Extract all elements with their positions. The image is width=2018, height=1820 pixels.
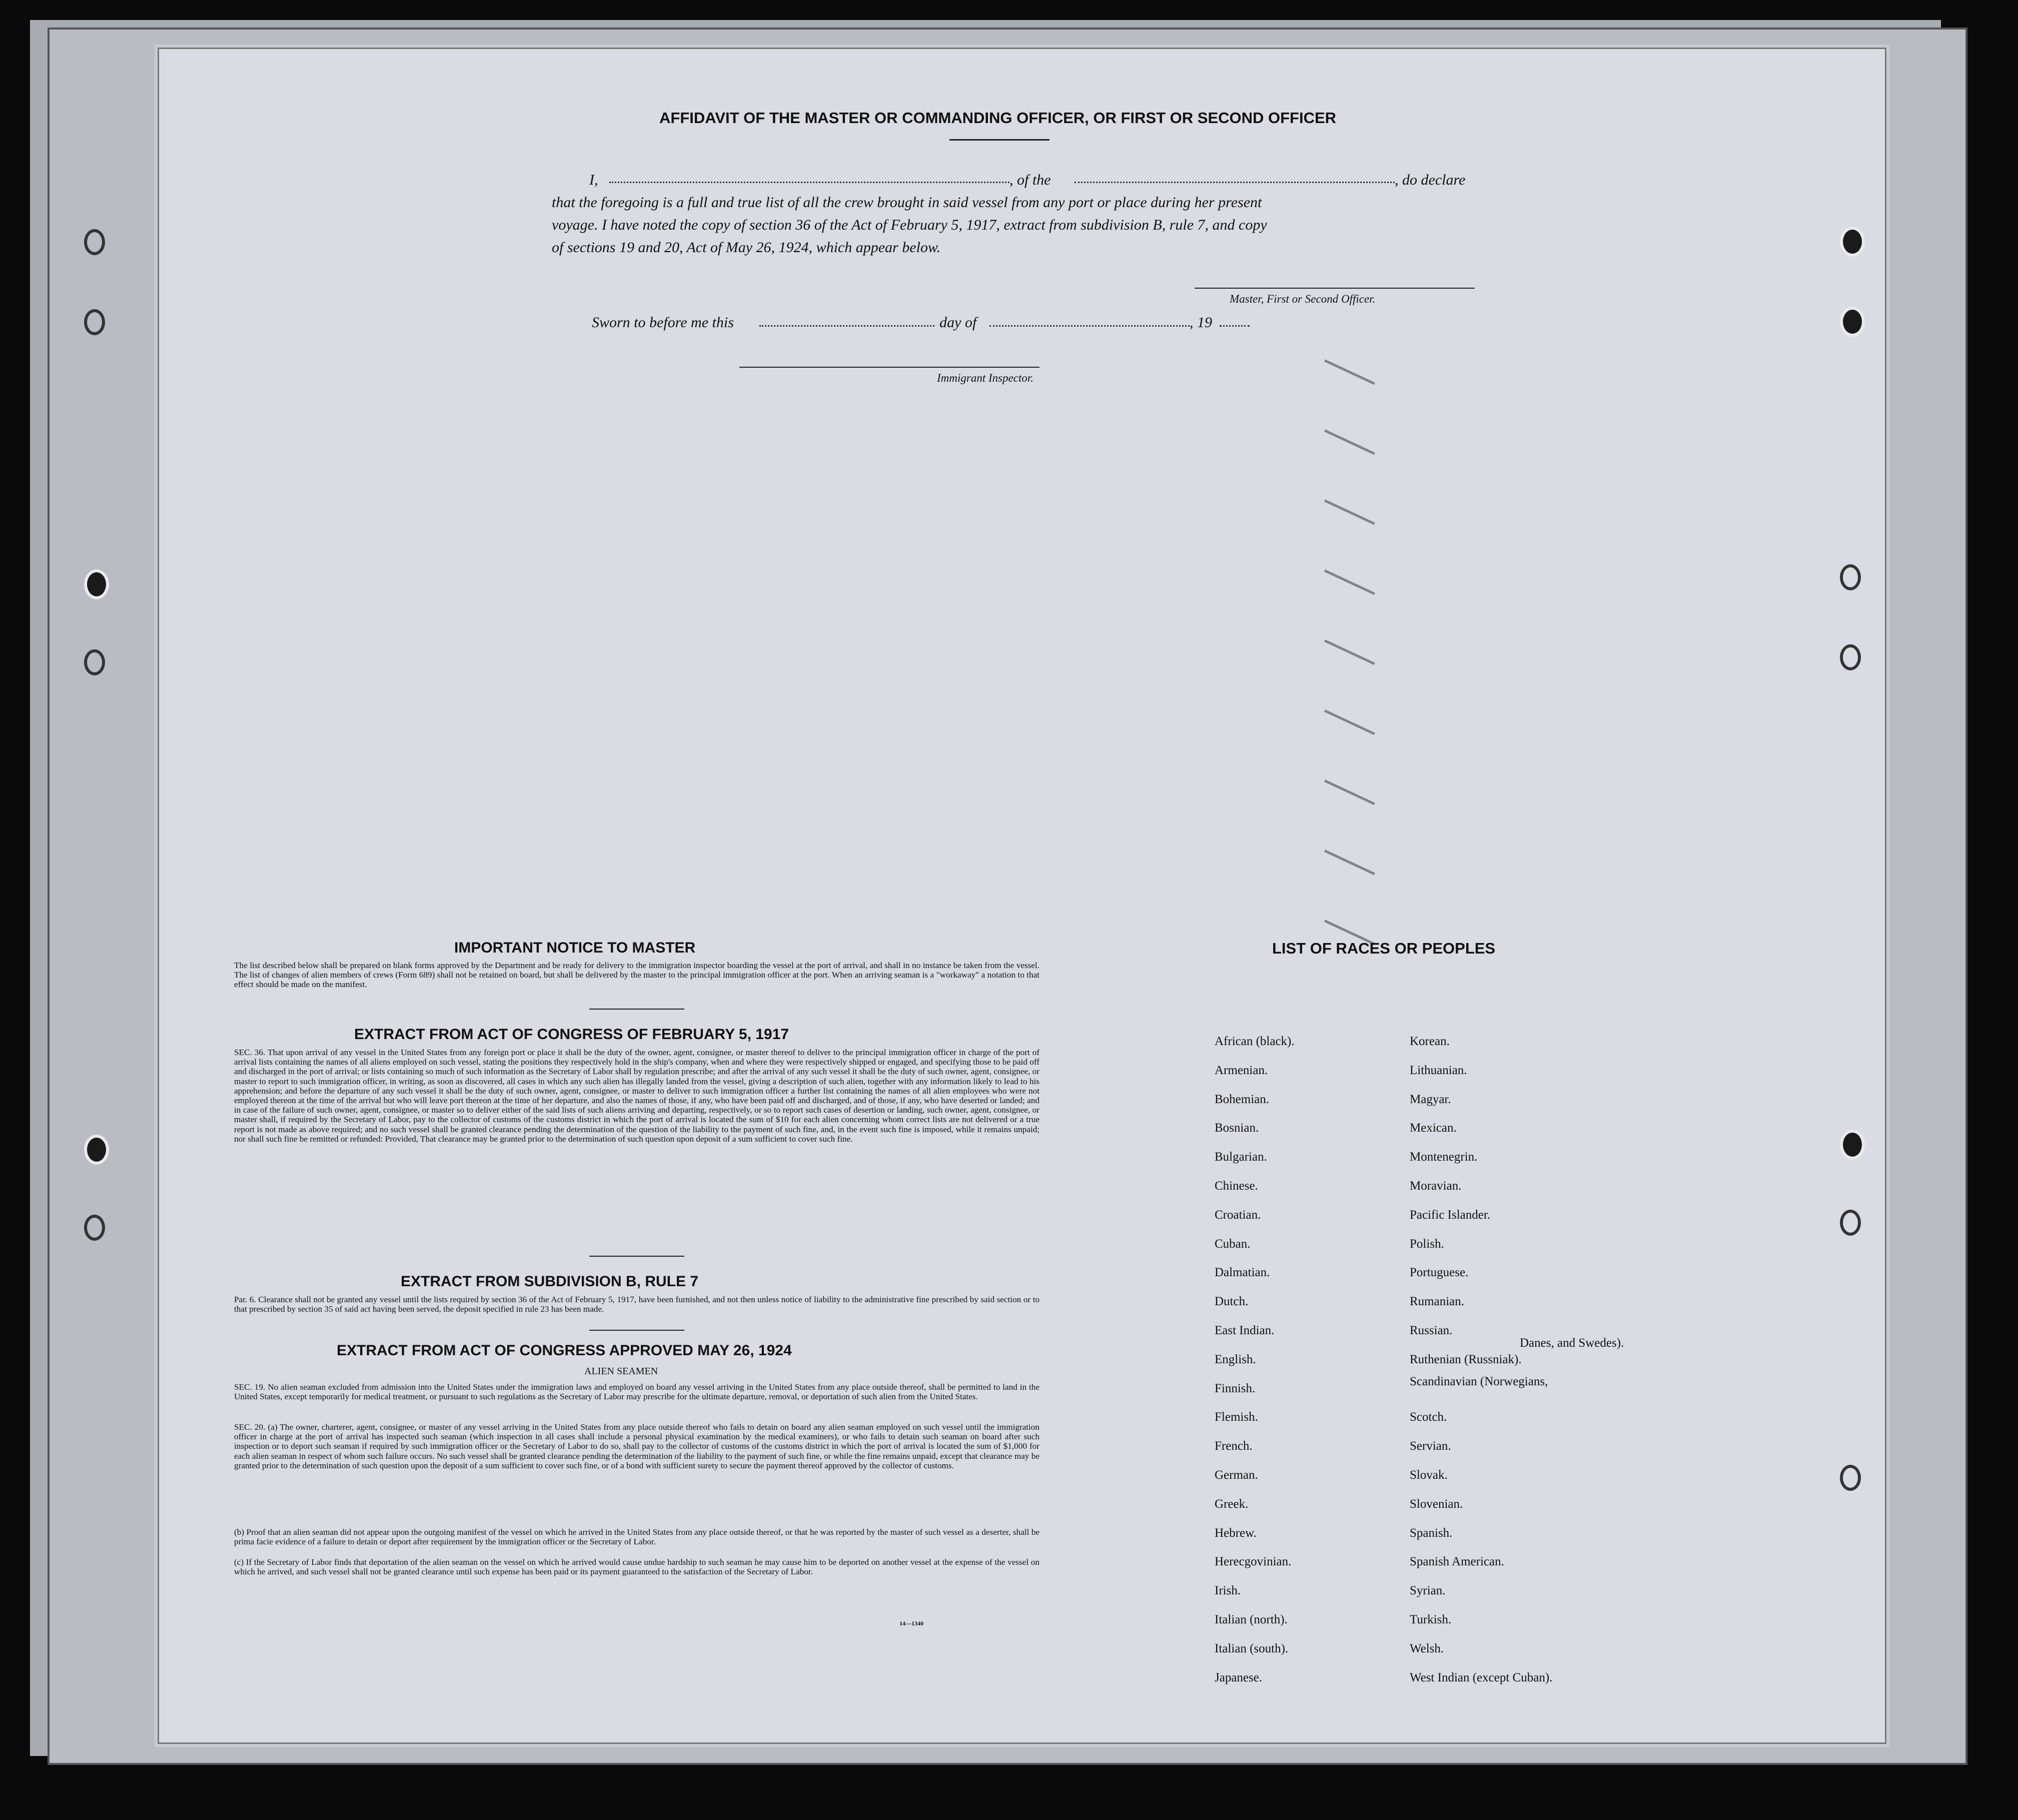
race-item: Irish. [1215, 1584, 1241, 1598]
binder-hole-right-1 [1840, 227, 1865, 257]
race-item: Welsh. [1410, 1641, 1444, 1655]
affidavit-title: AFFIDAVIT OF THE MASTER OR COMMANDING OFFICER, OR FIRST OR SECOND OFFICER [659, 109, 1337, 127]
race-item: Finnish. [1215, 1381, 1256, 1395]
race-item: Bosnian. [1215, 1121, 1259, 1135]
race-item: Turkish. [1410, 1613, 1452, 1626]
race-item: Cuban. [1215, 1237, 1251, 1251]
race-item: Scotch. [1410, 1410, 1447, 1424]
race-item: Mexican. [1410, 1121, 1457, 1135]
race-item: Ruthenian (Russniak). [1410, 1352, 1522, 1366]
race-item: Bohemian. [1215, 1092, 1270, 1106]
inspector-signature-line [739, 367, 1040, 368]
notice-title: IMPORTANT NOTICE TO MASTER [454, 940, 696, 956]
race-item: Dalmatian. [1215, 1266, 1270, 1280]
tick-mark [1324, 639, 1375, 665]
race-item-cont: Danes, and Swedes). [1520, 1336, 1624, 1350]
affidavit-line3: voyage. I have noted the copy of section 36 of the Act of February 5, 1917, extract from subdivision B, rule 7, and copy [552, 217, 1267, 233]
race-item: Pacific Islander. [1410, 1208, 1491, 1222]
binder-hole-left-3 [84, 569, 109, 599]
race-item: Herecgovinian. [1215, 1555, 1292, 1569]
section-rule [589, 1009, 684, 1010]
tick-mark [1324, 849, 1375, 875]
race-item: Polish. [1410, 1237, 1444, 1251]
binder-hole-right-5 [1840, 1130, 1865, 1160]
race-item: Montenegrin. [1410, 1150, 1478, 1164]
race-item: Chinese. [1215, 1179, 1258, 1193]
tick-mark [1324, 569, 1375, 595]
affidavit-line4: of sections 19 and 20, Act of May 26, 1924, which appear below. [552, 239, 941, 256]
section-rule [589, 1330, 684, 1331]
binder-hole-right-4 [1840, 644, 1861, 670]
races-title: LIST OF RACES OR PEOPLES [1272, 940, 1496, 957]
month-line [989, 325, 1190, 327]
year-text: , 19 [1190, 314, 1212, 331]
tick-mark [1324, 429, 1375, 455]
binder-hole-left-6 [84, 1215, 105, 1241]
race-item: German. [1215, 1468, 1258, 1482]
race-item: East Indian. [1215, 1324, 1275, 1337]
race-item: West Indian (except Cuban). [1410, 1670, 1553, 1684]
race-item: African (black). [1215, 1035, 1295, 1048]
race-item: English. [1215, 1352, 1256, 1366]
binder-hole-left-1 [84, 229, 105, 255]
affidavit-line2: that the foregoing is a full and true list of all the crew brought in said vessel from any port or place during her present [552, 194, 1262, 211]
race-item: Japanese. [1215, 1670, 1263, 1684]
binder-hole-left-2 [84, 309, 105, 335]
extract-1924-title: EXTRACT FROM ACT OF CONGRESS APPROVED MAY 26, 1924 [337, 1342, 792, 1359]
race-item: Russian. [1410, 1324, 1453, 1337]
section-rule [589, 1256, 684, 1257]
race-item: Slovak. [1410, 1468, 1448, 1482]
sworn-day-line [759, 325, 934, 327]
sworn-text: Sworn to before me this [592, 314, 734, 331]
race-item: Spanish. [1410, 1526, 1453, 1540]
name-line [609, 182, 1010, 183]
race-item: Portuguese. [1410, 1266, 1469, 1280]
year-line [1220, 325, 1250, 327]
document-page [158, 48, 1886, 1744]
extract-1917-title: EXTRACT FROM ACT OF CONGRESS OF FEBRUARY 5, 1917 [354, 1026, 789, 1043]
tick-mark [1324, 359, 1375, 385]
race-item: Lithuanian. [1410, 1063, 1467, 1077]
inspector-label: Immigrant Inspector. [937, 372, 1034, 384]
race-item: Slovenian. [1410, 1497, 1463, 1511]
master-signature-line [1195, 288, 1475, 289]
title-rule [949, 139, 1050, 141]
tick-mark [1324, 779, 1375, 805]
form-number: 14—1340 [899, 1620, 923, 1627]
race-item: Croatian. [1215, 1208, 1261, 1222]
vessel-line [1075, 182, 1395, 183]
sec19-text: SEC. 19. No alien seaman excluded from admission into the United States under the immigration laws and employed on board any vessel arriving in the United States from any place outside thereof, shall be permitted to land in the United States, except temporarily for medical treatment, or pursuant to such regulations as the Secretary of Labor may prescribe for the ultimate departure, removal, or deportation of such alien from the United States. [234, 1382, 1040, 1402]
tick-mark [1324, 709, 1375, 735]
subdivision-b-title: EXTRACT FROM SUBDIVISION B, RULE 7 [401, 1273, 699, 1290]
master-label: Master, First or Second Officer. [1230, 293, 1376, 305]
binder-hole-left-5 [84, 1135, 109, 1165]
race-item: Magyar. [1410, 1092, 1451, 1106]
race-item: Hebrew. [1215, 1526, 1257, 1540]
race-item: Servian. [1410, 1439, 1451, 1453]
affidavit-of-the: , of the [1010, 172, 1051, 188]
affidavit-i: I, [589, 172, 598, 188]
race-item: Rumanian. [1410, 1295, 1465, 1309]
binder-hole-right-6 [1840, 1210, 1861, 1236]
extract-1917-text: SEC. 36. That upon arrival of any vessel in the United States from any foreign port or place it shall be the duty of the owner, agent, consignee, or master thereof to deliver to the principal immigration officer in charge of the port of arrival lists containing the names of all aliens employed on such vessel, stating the positions they respectively hold in the ship's company, when and where they were respectively shipped or engaged, and specifying those to be paid off and discharged in the port of arrival; or lists containing so much of such information as the Secretary of Labor shall by regulation prescribe; and after the arrival of any such vessel it shall be the duty of such owner, agent, consignee, or master to report to such immigration officer, in writing, as soon as discovered, all cases in which any such alien has illegally landed from the vessel, giving a description of such alien, together with any information likely to lead to his apprehension; and before the departure of any such vessel it shall be the duty of such owner, agent, consignee, or master to deliver to such immigration officer a further list containing the names of all alien employees who were not employed thereon at the time of the arrival but who will leave port thereon at the time of her departure, and also the names of those, if any, who have been paid off and discharged, and of those, if any, who have deserted or landed; and in case of the failure of such owner, agent, consignee, or master so to deliver either of the said lists of such aliens arriving and departing, respectively, or so to report such cases of desertion or landing, such owner, agent, consignee, or master shall, if required by the Secretary of Labor, pay to the collector of customs of the customs district in which the port of arrival is located the sum of $10 for each alien concerning whom correct lists are not delivered or a true report is not made as above required; and no such vessel shall be granted clearance pending the determination of the question of the liability to the payment of such fine, and, in the event such fine is imposed, while it remains unpaid; nor shall such fine be remitted or refunded: Provided, That clearance may be granted prior to the determination of such question upon deposit of a sum sufficient to cover such fine. [234, 1048, 1040, 1144]
race-item: Bulgarian. [1215, 1150, 1267, 1164]
binder-hole-right-2 [1840, 307, 1865, 337]
binder-hole-left-4 [84, 649, 105, 675]
race-item: Syrian. [1410, 1584, 1446, 1598]
race-item: Italian (south). [1215, 1641, 1289, 1655]
alien-seamen-subtitle: ALIEN SEAMEN [584, 1366, 658, 1377]
race-item: Greek. [1215, 1497, 1249, 1511]
race-item: Spanish American. [1410, 1555, 1504, 1569]
sec20c-text: (c) If the Secretary of Labor finds that deportation of the alien seaman on the vessel on which he arrived would cause undue hardship to such seaman he may cause him to be deported on another vessel at the expense of the vessel on which he arrived, and such vessel shall not be granted clearance until such expense has been paid or its payment guaranteed to the satisfaction of the Secretary of Labor. [234, 1557, 1040, 1577]
race-item: Moravian. [1410, 1179, 1462, 1193]
binder-hole-right-7 [1840, 1465, 1861, 1491]
race-item: French. [1215, 1439, 1253, 1453]
race-item: Flemish. [1215, 1410, 1258, 1424]
notice-text: The list described below shall be prepared on blank forms approved by the Department and be ready for delivery to the immigration inspector boarding the vessel at the port of arrival, and shall in no instance be taken from the vessel. The list of changes of alien members of crews (Form 689) shall not be retained on board, but shall be delivered by the master to the principal immigration officer at the port. When an arriving seaman is a "workaway" a notation to that effect should be made on the manifest. [234, 961, 1040, 990]
sec20b-text: (b) Proof that an alien seaman did not appear upon the outgoing manifest of the vessel on which he arrived in the United States from any place outside thereof, or that he was reported by the master of such vessel as a deserter, shall be prima facie evidence of a failure to detain or deport after requirement by the immigration officer or the Secretary of Labor. [234, 1527, 1040, 1547]
day-of-text: day of [939, 314, 977, 331]
race-item: Dutch. [1215, 1295, 1249, 1309]
race-item: Italian (north). [1215, 1613, 1288, 1626]
race-item: Korean. [1410, 1035, 1450, 1048]
binder-hole-right-3 [1840, 564, 1861, 590]
sec20a-text: SEC. 20. (a) The owner, charterer, agent, consignee, or master of any vessel arriving in the United States from any place outside thereof who fails to detain on board any alien seaman employed on such vessel until the immigration officer in charge at the port of arrival has inspected such seaman (which inspection in all cases shall include a personal physical examination by the medical examiners), or who fails to detain such seaman on board after such inspection or to deport such seaman if required by such immigration officer or the Secretary of Labor to do so, shall pay to the collector of customs of the customs district in which the port of arrival is located the sum of $1,000 for each alien seaman in respect of whom such failure occurs. No such vessel shall be granted clearance pending the determination of the liability to the payment of such fine, or while the fine remains unpaid, except that clearance may be granted prior to the determination of such question upon the deposit of a sum sufficient to cover such fine, or of a bond with sufficient surety to secure the payment thereof approved by the collector of customs. [234, 1422, 1040, 1470]
race-item: Armenian. [1215, 1063, 1268, 1077]
race-item: Scandinavian (Norwegians, [1410, 1374, 1548, 1388]
tick-mark [1324, 499, 1375, 525]
subdivision-b-text: Par. 6. Clearance shall not be granted any vessel until the lists required by section 36 of the Act of February 5, 1917, have been furnished, and not then unless notice of liability to the administrative fine prescribed by said section or to that prescribed by section 35 of said act having been served, the deposit specified in rule 23 has been made. [234, 1295, 1040, 1314]
affidavit-declare: , do declare [1395, 172, 1466, 188]
